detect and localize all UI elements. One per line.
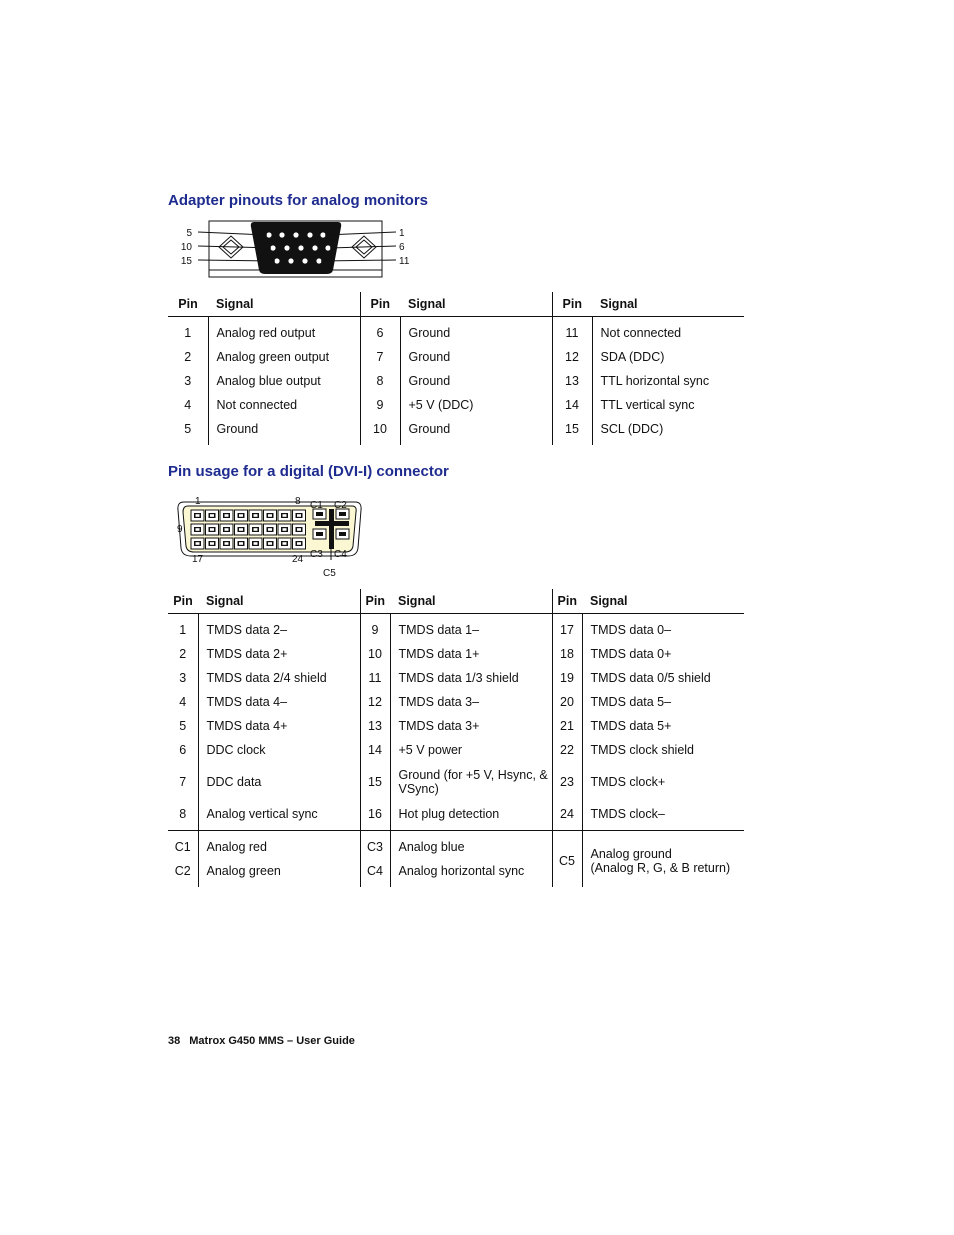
dvi-pin [191,538,204,549]
pin-cell: 5 [179,719,187,733]
column-header-signal: Signal [390,589,552,614]
signal-cell: TMDS data 5– [582,690,744,714]
signal-cell: Ground [208,417,360,445]
c5-signal-line2: (Analog R, G, & B return) [590,861,731,875]
pin-cell: 7 [179,775,187,789]
column-header-pin: Pin [552,292,592,317]
table-row [168,714,744,738]
pin-cell: 12 [552,345,592,369]
table-row [168,345,744,369]
column-header-signal: Signal [208,292,360,317]
dvi-label-c2: C2 [334,500,347,511]
signal-cell: TMDS data 1– [390,614,552,643]
pin-cell: 1 [184,326,192,340]
signal-cell: Analog horizontal sync [390,859,552,887]
column-header-pin: Pin [552,589,582,614]
signal-cell: TMDS data 4+ [198,714,360,738]
signal-cell: Ground [400,417,552,445]
page-number: 38 [168,1035,181,1047]
dvi-connector-diagram [172,492,372,580]
signal-cell: DDC clock [198,738,360,762]
pin-cell: 3 [179,671,187,685]
column-header-signal: Signal [198,589,360,614]
signal-cell: TMDS clock– [582,802,744,831]
signal-cell: Analog green [198,859,360,887]
pin-cell: C2 [174,864,191,878]
table-row [168,762,744,802]
dvi-pinout-table [168,589,744,887]
table-row [168,666,744,690]
footer-title: Matrox G450 MMS – User Guide [189,1035,355,1047]
signal-cell: TMDS data 1/3 shield [390,666,552,690]
column-header-pin: Pin [168,292,208,317]
signal-cell: Not connected [208,393,360,417]
column-header-signal: Signal [582,589,744,614]
vga-label-5: 5 [186,228,192,239]
signal-cell: TMDS data 2+ [198,642,360,666]
dvi-label-c4: C4 [334,549,347,560]
dvi-pin [235,538,248,549]
dvi-pin [293,538,306,549]
table-row [168,417,744,445]
pin-cell: C3 [360,831,390,860]
pin-cell: 19 [552,666,582,690]
signal-cell: TMDS data 0– [582,614,744,643]
dvi-label-8: 8 [295,496,301,507]
dvi-pin [278,524,291,535]
pin-cell: 9 [360,614,390,643]
column-header-pin: Pin [360,589,390,614]
pin-cell: 5 [184,422,192,436]
signal-cell: Analog blue [390,831,552,860]
dvi-label-24: 24 [292,554,304,565]
pin-cell: 8 [179,807,187,821]
dvi-pin [235,510,248,521]
column-header-pin: Pin [360,292,400,317]
dvi-pin [191,524,204,535]
pin-cell: 23 [552,762,582,802]
dvi-label-c5: C5 [323,568,336,579]
signal-cell: TMDS data 2– [198,614,360,643]
vga-label-6: 6 [399,242,405,253]
signal-cell: DDC data [198,762,360,802]
dvi-pin [249,538,262,549]
pin-cell: 6 [179,743,187,757]
pin-cell: 8 [360,369,400,393]
dvi-pin [206,524,219,535]
dvi-pin [264,524,277,535]
dvi-pin [264,538,277,549]
signal-cell: TMDS data 3+ [390,714,552,738]
c5-signal-line1: Analog ground [590,847,672,861]
table-row [168,317,744,346]
vga-label-15: 15 [180,256,192,267]
signal-cell: TMDS data 2/4 shield [198,666,360,690]
dvi-label-1: 1 [195,496,201,507]
pin-cell: 13 [360,714,390,738]
signal-cell: Ground (for +5 V, Hsync, & VSync) [390,762,552,802]
signal-cell: TMDS data 1+ [390,642,552,666]
signal-cell: Analog green output [208,345,360,369]
pin-cell: 1 [179,623,187,637]
column-header-signal: Signal [400,292,552,317]
dvi-label-c1: C1 [310,500,323,511]
column-header-pin: Pin [168,589,198,614]
table-header-row [168,589,744,614]
signal-cell: TTL horizontal sync [592,369,744,393]
dvi-pin [206,538,219,549]
signal-cell: Not connected [592,317,744,346]
page-footer [168,1035,355,1047]
pin-cell: 7 [360,345,400,369]
pin-cell: 18 [552,642,582,666]
vga-label-11: 11 [399,256,410,267]
signal-cell: Analog red output [208,317,360,346]
pin-cell: 3 [184,374,192,388]
pin-cell: 20 [552,690,582,714]
vga-connector-diagram [172,218,412,280]
signal-cell: TMDS data 0+ [582,642,744,666]
table-row [168,690,744,714]
pin-cell: 11 [360,666,390,690]
signal-cell: TMDS data 4– [198,690,360,714]
table-row [168,831,744,860]
pin-cell: 22 [552,738,582,762]
table-row [168,393,744,417]
dvi-pin [264,510,277,521]
signal-cell: +5 V (DDC) [400,393,552,417]
signal-cell: TMDS clock+ [582,762,744,802]
vga-shell [209,221,382,277]
pin-cell: 16 [360,802,390,831]
dvi-pin [293,524,306,535]
signal-cell: Ground [400,369,552,393]
pin-cell: C4 [360,859,390,887]
pin-cell: 21 [552,714,582,738]
section-heading-analog: Adapter pinouts for analog monitors [168,192,429,209]
signal-cell: TTL vertical sync [592,393,744,417]
dvi-pin [220,538,233,549]
pin-cell: C5 [552,831,582,888]
pin-cell: 14 [360,738,390,762]
table-row [168,738,744,762]
dvi-pin [249,510,262,521]
signal-cell: Ground [400,317,552,346]
dvi-pin [249,524,262,535]
table-header-row [168,292,744,317]
dvi-label-9: 9 [177,524,183,535]
pin-cell: 24 [552,802,582,831]
signal-cell: Ground [400,345,552,369]
table-row [168,642,744,666]
pin-cell: 12 [360,690,390,714]
table-row [168,614,744,643]
section-heading-dvi: Pin usage for a digital (DVI-I) connector [168,463,449,480]
vga-label-1: 1 [399,228,405,239]
signal-cell: Analog blue output [208,369,360,393]
signal-cell: SDA (DDC) [592,345,744,369]
signal-cell: +5 V power [390,738,552,762]
pin-cell: C1 [168,831,198,860]
pin-cell: 17 [552,614,582,643]
signal-cell: TMDS data 5+ [582,714,744,738]
dvi-label-17: 17 [192,554,204,565]
signal-cell: TMDS data 0/5 shield [582,666,744,690]
pin-cell: 14 [552,393,592,417]
pin-cell: 10 [360,642,390,666]
pin-cell: 11 [552,317,592,346]
pin-cell: 15 [552,417,592,445]
pin-cell: 13 [552,369,592,393]
dvi-pin [220,524,233,535]
dvi-pin [191,510,204,521]
dvi-pin [206,510,219,521]
pin-cell: 9 [360,393,400,417]
dvi-label-c3: C3 [310,549,323,560]
signal-cell: Hot plug detection [390,802,552,831]
dvi-pin [293,510,306,521]
dvi-pin [235,524,248,535]
dvi-pin [220,510,233,521]
signal-cell: TMDS data 3– [390,690,552,714]
pin-cell: 4 [179,695,187,709]
signal-cell [582,831,744,888]
pin-cell: 6 [360,317,400,346]
signal-cell: SCL (DDC) [592,417,744,445]
signal-cell: Analog red [198,831,360,860]
table-row [168,369,744,393]
signal-cell: Analog vertical sync [198,802,360,831]
pin-cell: 2 [179,647,187,661]
pin-cell: 10 [360,417,400,445]
pin-cell: 4 [184,398,192,412]
dvi-pin [278,510,291,521]
column-header-signal: Signal [592,292,744,317]
dvi-pin [278,538,291,549]
vga-label-10: 10 [180,242,192,253]
table-row [168,802,744,831]
pin-cell: 15 [360,762,390,802]
pin-cell: 2 [184,350,192,364]
signal-cell: TMDS clock shield [582,738,744,762]
vga-pinout-table [168,292,744,445]
